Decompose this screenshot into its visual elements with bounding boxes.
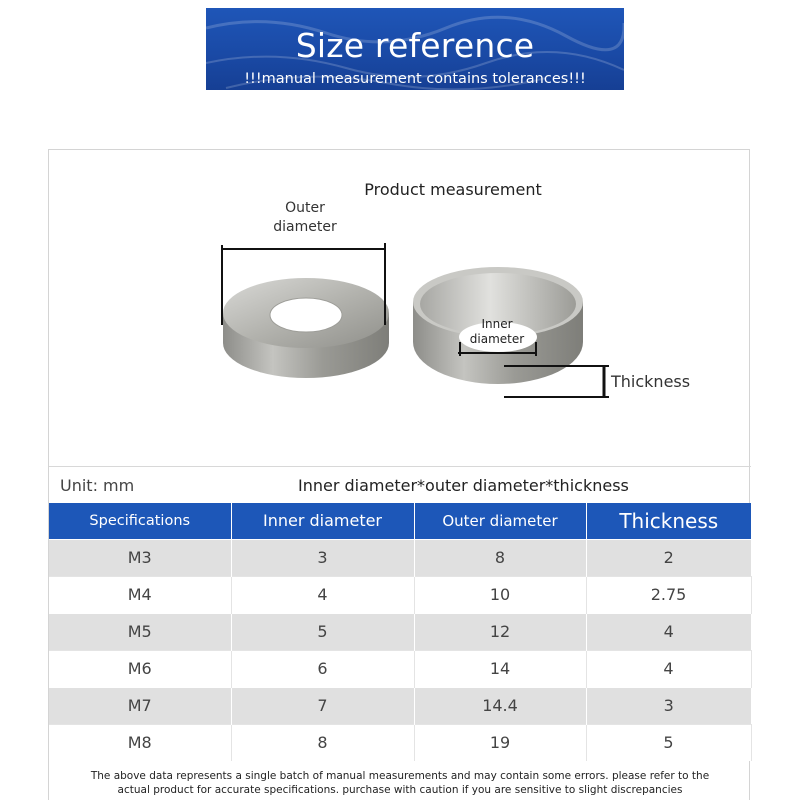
header-specifications: Specifications: [49, 503, 231, 539]
title-banner: [206, 8, 624, 90]
outer-diameter-label: Outer diameter: [273, 200, 337, 235]
spec-table: [49, 503, 752, 761]
thickness-cell: 3: [586, 687, 751, 724]
outer-diameter-cell: 19: [414, 724, 586, 761]
outer-diameter-cell: 8: [414, 539, 586, 576]
unit-row: [49, 466, 751, 503]
thickness-cell: 2: [586, 539, 751, 576]
inner-diameter-cell: 5: [231, 613, 414, 650]
spec-cell: M5: [49, 613, 231, 650]
table-header-row: [49, 503, 751, 539]
flat-washer: [223, 278, 389, 378]
outer-diameter-cell: 14.4: [414, 687, 586, 724]
table-row: [49, 613, 751, 650]
header-outer-diameter: Outer diameter: [414, 503, 586, 539]
table-row: [49, 650, 751, 687]
thickness-label: Thickness: [611, 372, 691, 391]
header-thickness: Thickness: [586, 503, 751, 539]
page-title: Size reference: [295, 26, 535, 65]
spec-cell: M3: [49, 539, 231, 576]
table-row: [49, 539, 751, 576]
thickness-cell: 4: [586, 650, 751, 687]
thickness-cell: 2.75: [586, 576, 751, 613]
inner-diameter-cell: 4: [231, 576, 414, 613]
outer-diameter-cell: 14: [414, 650, 586, 687]
unit-label: Unit: mm: [60, 476, 135, 495]
header-inner-diameter: Inner diameter: [231, 503, 414, 539]
table-row: [49, 687, 751, 724]
inner-diameter-cell: 6: [231, 650, 414, 687]
size-reference-panel: [48, 149, 750, 800]
outer-diameter-cell: 12: [414, 613, 586, 650]
product-measurement-title: Product measurement: [364, 180, 542, 199]
disclaimer-note: The above data represents a single batch of manual measurements and may contain some errors. please refer to the actual product for accurate specifications. purchase with caution if you are sensitive to slight discrepancies: [90, 770, 710, 796]
inner-diameter-cell: 8: [231, 724, 414, 761]
table-row: [49, 724, 751, 761]
inner-diameter-cell: 7: [231, 687, 414, 724]
thickness-cell: 5: [586, 724, 751, 761]
outer-diameter-cell: 10: [414, 576, 586, 613]
tolerance-warning: !!!manual measurement contains tolerances!!!: [244, 71, 586, 87]
dimension-format: Inner diameter*outer diameter*thickness: [298, 476, 629, 495]
spec-cell: M4: [49, 576, 231, 613]
spec-cell: M7: [49, 687, 231, 724]
spec-cell: M8: [49, 724, 231, 761]
inner-diameter-cell: 3: [231, 539, 414, 576]
thickness-cell: 4: [586, 613, 751, 650]
inner-diameter-label: Inner diameter: [469, 317, 525, 346]
washer-illustration: [49, 150, 751, 466]
spec-cell: M6: [49, 650, 231, 687]
table-row: [49, 576, 751, 613]
